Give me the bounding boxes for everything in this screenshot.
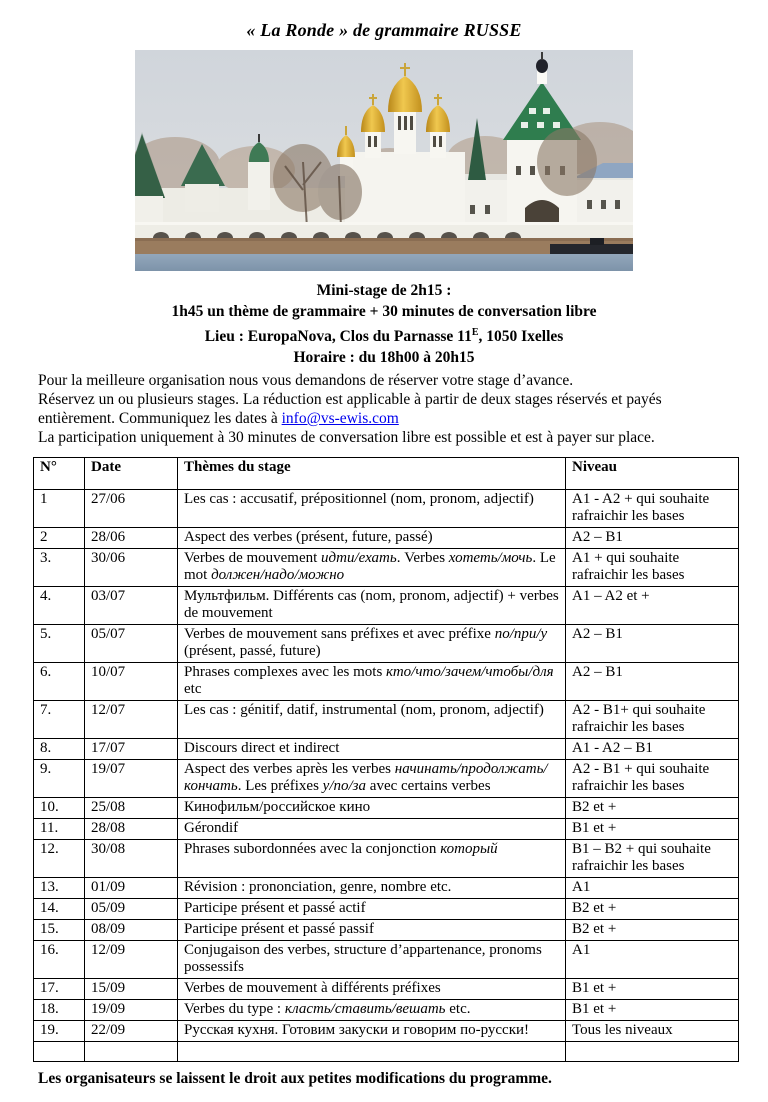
footer-note: Les organisateurs se laissent le droit aux petites modifications du programme.	[38, 1070, 552, 1088]
cell-date: 22/09	[85, 1021, 178, 1042]
empty-cell	[178, 1042, 566, 1062]
table-row	[34, 587, 739, 625]
theme-text: etc	[184, 681, 202, 698]
cell-level: B1 et +	[566, 979, 739, 1000]
theme-text: Gérondif	[184, 820, 239, 837]
note-reduction-text: Réservez un ou plusieurs stages. La réduction est applicable à partir de deux stages réservés et payés entièrement. Communiquez les dates à	[38, 391, 662, 428]
theme-text: Verbes de mouvement sans préfixes et avec préfixe	[184, 626, 495, 643]
cell-theme	[178, 739, 566, 760]
theme-text: Verbes de mouvement à différents préfixes	[184, 980, 441, 997]
table-row	[34, 625, 739, 663]
monastery-photo	[135, 50, 633, 271]
cell-theme	[178, 979, 566, 1000]
location-postal: , 1050 Ixelles	[478, 328, 564, 346]
cell-theme	[178, 625, 566, 663]
theme-text: Мультфильм. Différents cas (nom, pronom, adjectif) + verbes de mouvement	[184, 588, 559, 622]
cell-date: 08/09	[85, 920, 178, 941]
cell-date: 28/08	[85, 819, 178, 840]
cell-theme	[178, 663, 566, 701]
cell-date: 19/07	[85, 760, 178, 798]
cell-number: 1	[34, 490, 85, 528]
table-row	[34, 1000, 739, 1021]
table-row	[34, 899, 739, 920]
cell-number: 19.	[34, 1021, 85, 1042]
contact-email-link[interactable]: info@vs-ewis.com	[281, 410, 399, 428]
table-row	[34, 819, 739, 840]
cell-theme	[178, 798, 566, 819]
stage-info-block	[0, 280, 768, 368]
note-reserve-advance: Pour la meilleure organisation nous vous demandons de réserver votre stage d’avance.	[38, 372, 574, 390]
cell-theme	[178, 819, 566, 840]
theme-text: avec certains verbes	[366, 778, 491, 795]
cell-theme	[178, 528, 566, 549]
cell-theme	[178, 840, 566, 878]
column-header-date: Date	[85, 458, 178, 490]
cell-level: Tous les niveaux	[566, 1021, 739, 1042]
column-header-number: N°	[34, 458, 85, 490]
cell-date: 05/09	[85, 899, 178, 920]
theme-text: etc.	[445, 1001, 471, 1018]
table-row	[34, 840, 739, 878]
table-row	[34, 739, 739, 760]
theme-text: Conjugaison des verbes, structure d’appartenance, pronoms possessifs	[184, 942, 542, 976]
table-row	[34, 760, 739, 798]
theme-text: Русская кухня. Готовим закуски и говорим по-русски!	[184, 1022, 530, 1039]
cell-theme	[178, 1021, 566, 1042]
cell-date: 17/07	[85, 739, 178, 760]
theme-russian-italic: у/по/за	[322, 778, 367, 795]
theme-text: Verbes de mouvement	[184, 550, 322, 567]
cell-level: B1 et +	[566, 819, 739, 840]
cell-date: 12/07	[85, 701, 178, 739]
location-superscript: E	[471, 327, 479, 338]
table-row	[34, 701, 739, 739]
stage-schedule-table	[33, 457, 739, 1062]
table-row	[34, 941, 739, 979]
cell-level: B1 – B2 + qui souhaite rafraichir les bases	[566, 840, 739, 878]
cell-number: 7.	[34, 701, 85, 739]
theme-russian-italic: идти/ехать	[321, 550, 397, 567]
cell-level: A2 – B1	[566, 663, 739, 701]
stage-duration-line: Mini-stage de 2h15 :	[316, 282, 452, 299]
cell-theme	[178, 878, 566, 899]
theme-text: Les cas : génitif, datif, instrumental (nom, pronom, adjectif)	[184, 702, 544, 719]
table-row	[34, 1021, 739, 1042]
cell-theme	[178, 587, 566, 625]
cell-theme	[178, 701, 566, 739]
stage-location-line	[0, 322, 768, 347]
theme-russian-italic: кто/что/зачем/чтобы/для	[386, 664, 554, 681]
cell-number: 18.	[34, 1000, 85, 1021]
stage-schedule-line: Horaire : du 18h00 à 20h15	[293, 349, 475, 367]
theme-text: (présent, passé, future)	[184, 643, 321, 660]
cell-number: 10.	[34, 798, 85, 819]
column-header-theme: Thèmes du stage	[178, 458, 566, 490]
theme-russian-italic: по/при/у	[494, 626, 548, 643]
theme-text: . Les préfixes	[237, 778, 323, 795]
table-row	[34, 663, 739, 701]
cell-level: A2 – B1	[566, 528, 739, 549]
cell-date: 27/06	[85, 490, 178, 528]
theme-russian-italic: класть/ставить/вешать	[284, 1001, 446, 1018]
cell-date: 28/06	[85, 528, 178, 549]
cell-level: B2 et +	[566, 920, 739, 941]
cell-number: 9.	[34, 760, 85, 798]
booking-notes	[38, 371, 740, 447]
cell-theme	[178, 941, 566, 979]
theme-text: Participe présent et passé actif	[184, 900, 366, 917]
cell-number: 6.	[34, 663, 85, 701]
cell-theme	[178, 490, 566, 528]
cell-number: 12.	[34, 840, 85, 878]
cell-level: B2 et +	[566, 899, 739, 920]
cell-level: A1 - A2 + qui souhaite rafraichir les bases	[566, 490, 739, 528]
cell-level: B1 et +	[566, 1000, 739, 1021]
note-reduction	[38, 390, 740, 428]
theme-text: Aspect des verbes (présent, future, passé)	[184, 529, 433, 546]
stage-table-body	[34, 490, 739, 1062]
cell-number: 17.	[34, 979, 85, 1000]
theme-text: Les cas : accusatif, prépositionnel (nom, pronom, adjectif)	[184, 491, 534, 508]
cell-date: 05/07	[85, 625, 178, 663]
cell-date: 15/09	[85, 979, 178, 1000]
table-empty-row	[34, 1042, 739, 1062]
cell-number: 3.	[34, 549, 85, 587]
cell-number: 5.	[34, 625, 85, 663]
cell-number: 15.	[34, 920, 85, 941]
cell-level: A1 - A2 – B1	[566, 739, 739, 760]
table-row	[34, 798, 739, 819]
cell-theme	[178, 899, 566, 920]
theme-text: Participe présent et passé passif	[184, 921, 374, 938]
empty-cell	[85, 1042, 178, 1062]
theme-text: . Verbes	[396, 550, 449, 567]
cell-level: A2 – B1	[566, 625, 739, 663]
cell-theme	[178, 760, 566, 798]
cell-date: 03/07	[85, 587, 178, 625]
cell-date: 25/08	[85, 798, 178, 819]
theme-russian-italic: который	[440, 841, 498, 858]
theme-russian-italic: должен/надо/можно	[211, 567, 345, 584]
empty-cell	[34, 1042, 85, 1062]
cell-date: 12/09	[85, 941, 178, 979]
cell-level: A2 - B1+ qui souhaite rafraichir les bases	[566, 701, 739, 739]
theme-text: Phrases complexes avec les mots	[184, 664, 387, 681]
cell-date: 19/09	[85, 1000, 178, 1021]
column-header-level: Niveau	[566, 458, 739, 490]
cell-level: A1 – A2 et +	[566, 587, 739, 625]
cell-number: 8.	[34, 739, 85, 760]
theme-text: Phrases subordonnées avec la conjonction	[184, 841, 441, 858]
cell-theme	[178, 920, 566, 941]
table-row	[34, 920, 739, 941]
table-header-row	[34, 458, 739, 490]
theme-russian-italic: хотеть/мочь	[448, 550, 533, 567]
empty-cell	[566, 1042, 739, 1062]
cell-level: A1	[566, 941, 739, 979]
table-row	[34, 549, 739, 587]
table-row	[34, 979, 739, 1000]
cell-number: 4.	[34, 587, 85, 625]
cell-level: A2 - B1 + qui souhaite rafraichir les bases	[566, 760, 739, 798]
theme-text: . Le mot	[184, 550, 556, 584]
cell-number: 13.	[34, 878, 85, 899]
theme-text: Verbes du type :	[184, 1001, 285, 1018]
theme-text: Discours direct et indirect	[184, 740, 340, 757]
table-row	[34, 490, 739, 528]
cell-theme	[178, 549, 566, 587]
page-title: « La Ronde » de grammaire RUSSE	[246, 20, 522, 40]
table-row	[34, 528, 739, 549]
location-text: Lieu : EuropaNova, Clos du Parnasse 11	[204, 328, 472, 346]
cell-number: 16.	[34, 941, 85, 979]
theme-russian-italic: начинать/продолжать/кончать	[184, 761, 548, 795]
cell-level: A1	[566, 878, 739, 899]
stage-format-line: 1h45 un thème de grammaire + 30 minutes de conversation libre	[171, 303, 597, 320]
cell-date: 01/09	[85, 878, 178, 899]
cell-number: 14.	[34, 899, 85, 920]
cell-date: 10/07	[85, 663, 178, 701]
cell-number: 11.	[34, 819, 85, 840]
monastery-photo-illustration	[135, 50, 633, 271]
theme-text: Révision : prononciation, genre, nombre etc.	[184, 879, 452, 896]
cell-theme	[178, 1000, 566, 1021]
theme-text: Кинофильм/российское кино	[184, 799, 371, 816]
cell-level: B2 et +	[566, 798, 739, 819]
table-row	[34, 878, 739, 899]
note-conversation-only: La participation uniquement à 30 minutes de conversation libre est possible et est à payer sur place.	[38, 429, 655, 447]
cell-level: A1 + qui souhaite rafraichir les bases	[566, 549, 739, 587]
cell-date: 30/08	[85, 840, 178, 878]
theme-text: Aspect des verbes après les verbes	[184, 761, 395, 778]
cell-date: 30/06	[85, 549, 178, 587]
cell-number: 2	[34, 528, 85, 549]
